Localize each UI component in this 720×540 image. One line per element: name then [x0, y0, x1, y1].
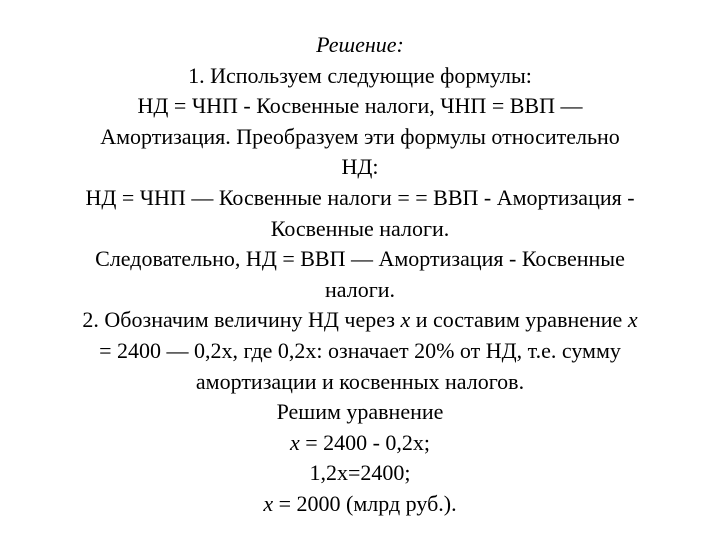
solve-step-1	[40, 428, 680, 459]
formula-line-5: Косвенные налоги.	[270, 215, 450, 241]
solve-step-1-rest: = 2400 - 0,2x;	[299, 429, 431, 455]
conclusion-line-1: Следовательно, НД = ВВП — Амортизация - Косвенные	[95, 246, 625, 272]
step-2-text-a: 2. Обозначим величину НД через	[82, 307, 401, 333]
formula-line-3: НД:	[341, 154, 379, 180]
var-x-4: x	[263, 490, 274, 516]
solve-heading: Решим уравнение	[276, 399, 444, 425]
conclusion-line-2: налоги.	[324, 276, 395, 302]
formula-line-4: НД = ЧНП — Косвенные налоги = = ВВП - Амортизация -	[85, 184, 635, 210]
equation-explanation: амортизации и косвенных налогов.	[195, 368, 525, 394]
solution-text	[40, 30, 680, 520]
formula-line-1: НД = ЧНП - Косвенные налоги, ЧНП = ВВП —	[137, 93, 583, 119]
step-2-line	[40, 305, 680, 336]
step-2-text-b: и составим уравнение	[410, 307, 628, 333]
var-x-3: x	[289, 429, 300, 455]
solve-step-2: 1,2x=2400;	[309, 460, 411, 486]
solve-result	[40, 489, 680, 520]
solve-result-rest: = 2000 (млрд руб.).	[273, 490, 457, 516]
equation-line: = 2400 — 0,2x, где 0,2x: означает 20% от НД, т.е. сумму	[99, 337, 621, 363]
step-1-line: 1. Используем следующие формулы:	[188, 62, 532, 88]
var-x-2: x	[627, 307, 638, 333]
solution-heading: Решение:	[316, 32, 404, 57]
var-x-1: x	[400, 307, 411, 333]
formula-line-2: Амортизация. Преобразуем эти формулы относительно	[100, 123, 620, 149]
